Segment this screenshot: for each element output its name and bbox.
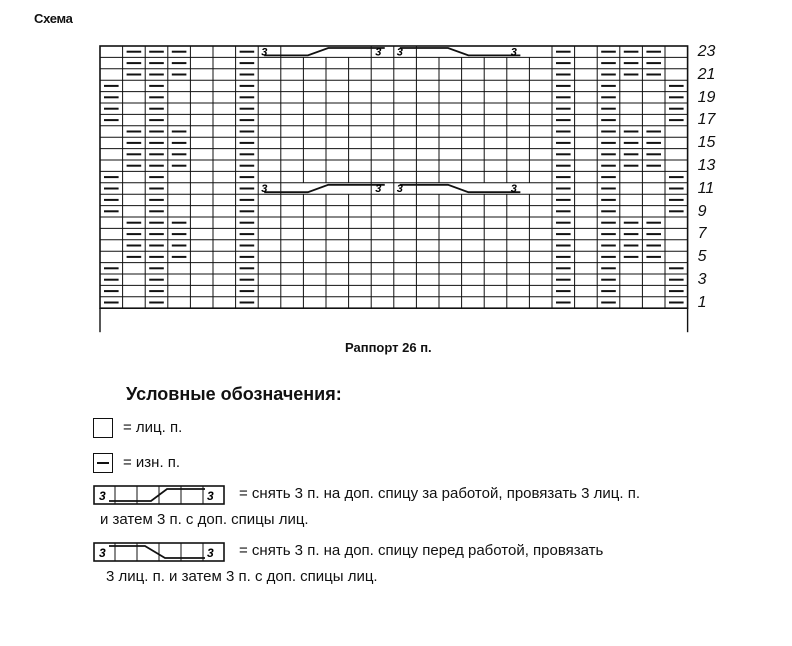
row-number: 7 <box>697 225 707 243</box>
purl-mark <box>601 62 616 64</box>
purl-mark <box>172 62 187 64</box>
purl-mark <box>556 153 571 155</box>
purl-mark <box>669 302 684 304</box>
purl-mark <box>556 199 571 201</box>
purl-mark <box>669 119 684 121</box>
purl-mark <box>104 96 119 98</box>
purl-mark <box>149 142 164 144</box>
purl-mark <box>104 199 119 201</box>
cable-number: 3 <box>375 46 382 59</box>
purl-mark <box>601 131 616 133</box>
purl-mark <box>556 62 571 64</box>
purl-mark <box>601 245 616 247</box>
row-number: 19 <box>697 88 716 106</box>
purl-mark <box>556 245 571 247</box>
purl-mark <box>104 188 119 190</box>
purl-mark <box>669 108 684 110</box>
purl-mark <box>601 199 616 201</box>
purl-mark <box>556 165 571 167</box>
purl-mark <box>172 153 187 155</box>
purl-mark <box>556 51 571 53</box>
purl-mark <box>127 222 142 224</box>
purl-mark <box>240 233 255 235</box>
purl-mark <box>104 302 119 304</box>
purl-mark <box>646 131 661 133</box>
purl-mark <box>172 51 187 53</box>
purl-mark <box>240 142 255 144</box>
purl-mark <box>556 131 571 133</box>
row-number: 21 <box>697 65 716 83</box>
purl-mark <box>149 210 164 212</box>
purl-mark <box>127 153 142 155</box>
purl-mark <box>149 153 164 155</box>
purl-mark <box>149 85 164 87</box>
purl-mark <box>240 85 255 87</box>
purl-mark <box>240 51 255 53</box>
purl-mark <box>646 222 661 224</box>
repeat-label: Раппорт 26 п. <box>345 340 432 355</box>
purl-mark <box>556 290 571 292</box>
purl-mark <box>104 279 119 281</box>
purl-mark <box>240 188 255 190</box>
purl-mark <box>127 74 142 76</box>
cable-number: 3 <box>396 183 403 196</box>
purl-mark <box>172 74 187 76</box>
knit-symbol <box>93 418 113 438</box>
purl-mark <box>601 233 616 235</box>
purl-mark <box>646 62 661 64</box>
cable-front-description: = снять 3 п. на доп. спицу перед работой, провязать <box>239 542 604 559</box>
purl-mark <box>601 188 616 190</box>
purl-mark <box>172 165 187 167</box>
purl-mark <box>601 108 616 110</box>
row-number: 11 <box>697 179 715 197</box>
purl-mark <box>104 119 119 121</box>
purl-mark <box>646 51 661 53</box>
purl-mark <box>556 210 571 212</box>
purl-mark <box>149 256 164 258</box>
purl-mark <box>240 176 255 178</box>
purl-mark <box>104 210 119 212</box>
purl-mark <box>240 119 255 121</box>
cable-back-label-right: 3 <box>207 489 214 503</box>
purl-mark <box>149 267 164 269</box>
purl-mark <box>601 302 616 304</box>
purl-mark <box>149 290 164 292</box>
purl-mark <box>646 245 661 247</box>
purl-mark <box>240 210 255 212</box>
purl-mark <box>556 222 571 224</box>
purl-mark <box>172 245 187 247</box>
purl-mark <box>601 176 616 178</box>
purl-mark <box>624 256 639 258</box>
purl-mark <box>240 302 255 304</box>
purl-mark <box>240 267 255 269</box>
cable-back-label-left: 3 <box>99 489 106 503</box>
purl-mark <box>646 74 661 76</box>
cable-number: 3 <box>261 46 268 59</box>
purl-mark <box>624 222 639 224</box>
purl-mark <box>646 256 661 258</box>
row-number: 5 <box>697 248 707 266</box>
purl-mark <box>149 176 164 178</box>
cable-back-description: = снять 3 п. на доп. спицу за работой, провязать 3 лиц. п. <box>239 485 641 502</box>
cable-front-label-left: 3 <box>99 546 106 560</box>
purl-mark <box>240 165 255 167</box>
cable-number: 3 <box>261 183 268 196</box>
purl-mark <box>601 142 616 144</box>
purl-mark <box>556 188 571 190</box>
purl-mark <box>556 279 571 281</box>
purl-mark <box>127 62 142 64</box>
purl-mark <box>127 233 142 235</box>
cable-number: 3 <box>375 183 382 196</box>
cable-front-description-cont: 3 лиц. п. и затем 3 п. с доп. спицы лиц. <box>106 568 378 585</box>
purl-mark <box>624 165 639 167</box>
purl-mark <box>149 96 164 98</box>
purl-mark <box>601 267 616 269</box>
purl-mark <box>149 199 164 201</box>
purl-mark <box>104 85 119 87</box>
purl-mark <box>669 85 684 87</box>
row-number: 23 <box>697 43 716 60</box>
row-number: 9 <box>697 202 707 220</box>
purl-mark <box>556 233 571 235</box>
purl-mark <box>601 51 616 53</box>
purl-mark <box>104 267 119 269</box>
purl-mark <box>149 165 164 167</box>
purl-mark <box>669 290 684 292</box>
purl-mark <box>669 267 684 269</box>
purl-mark <box>669 199 684 201</box>
purl-description: = изн. п. <box>123 454 181 471</box>
purl-mark <box>149 108 164 110</box>
purl-mark <box>149 279 164 281</box>
purl-mark <box>601 85 616 87</box>
purl-mark <box>601 119 616 121</box>
purl-mark <box>104 290 119 292</box>
purl-mark <box>556 256 571 258</box>
purl-mark <box>149 74 164 76</box>
purl-mark <box>556 108 571 110</box>
purl-mark <box>172 222 187 224</box>
purl-mark <box>556 119 571 121</box>
purl-mark <box>149 222 164 224</box>
purl-mark <box>624 51 639 53</box>
purl-mark <box>149 245 164 247</box>
purl-mark <box>172 131 187 133</box>
purl-mark <box>646 142 661 144</box>
purl-mark <box>127 256 142 258</box>
purl-mark <box>149 131 164 133</box>
purl-mark <box>127 165 142 167</box>
purl-mark <box>104 108 119 110</box>
purl-mark <box>601 279 616 281</box>
purl-mark <box>149 233 164 235</box>
purl-mark <box>624 131 639 133</box>
purl-mark <box>240 153 255 155</box>
purl-symbol <box>93 453 113 473</box>
purl-mark <box>601 74 616 76</box>
row-number: 3 <box>697 271 707 288</box>
row-number: 15 <box>697 134 716 152</box>
purl-mark <box>556 142 571 144</box>
cable-number: 3 <box>510 46 517 59</box>
purl-mark <box>149 119 164 121</box>
purl-mark <box>240 279 255 281</box>
purl-mark <box>624 62 639 64</box>
row-number: 17 <box>697 111 716 129</box>
purl-mark <box>669 96 684 98</box>
purl-mark <box>601 210 616 212</box>
row-number: 13 <box>697 157 716 174</box>
purl-mark <box>149 302 164 304</box>
cable-back-symbol <box>93 485 225 505</box>
cable-front-label-right: 3 <box>207 546 214 560</box>
purl-mark <box>669 210 684 212</box>
purl-mark <box>240 290 255 292</box>
cable-back-description-cont: и затем 3 п. с доп. спицы лиц. <box>100 511 309 528</box>
purl-mark <box>240 131 255 133</box>
purl-mark <box>172 142 187 144</box>
purl-mark <box>624 245 639 247</box>
purl-mark <box>601 153 616 155</box>
purl-mark <box>556 96 571 98</box>
cable-number: 3 <box>510 183 517 196</box>
purl-mark <box>240 62 255 64</box>
purl-mark <box>601 290 616 292</box>
purl-mark <box>556 302 571 304</box>
purl-mark <box>556 176 571 178</box>
purl-mark <box>601 96 616 98</box>
purl-mark <box>240 222 255 224</box>
legend-title: Условные обозначения: <box>126 384 342 404</box>
purl-mark <box>172 233 187 235</box>
purl-mark <box>149 188 164 190</box>
purl-mark <box>624 74 639 76</box>
purl-mark <box>624 142 639 144</box>
purl-mark <box>669 279 684 281</box>
purl-mark <box>601 165 616 167</box>
purl-mark <box>172 256 187 258</box>
page-title: Схема <box>34 11 73 26</box>
purl-mark <box>149 62 164 64</box>
purl-mark <box>669 176 684 178</box>
purl-mark <box>104 176 119 178</box>
purl-mark <box>127 142 142 144</box>
purl-mark <box>646 153 661 155</box>
knitting-chart <box>96 42 708 352</box>
purl-mark <box>601 256 616 258</box>
purl-mark <box>624 153 639 155</box>
purl-mark <box>556 74 571 76</box>
purl-mark <box>240 74 255 76</box>
cable-number: 3 <box>396 46 403 59</box>
purl-mark <box>669 188 684 190</box>
purl-mark <box>127 131 142 133</box>
purl-mark <box>240 256 255 258</box>
cable-front-symbol <box>93 542 225 562</box>
purl-mark <box>556 267 571 269</box>
purl-mark <box>240 108 255 110</box>
row-number: 1 <box>697 293 707 311</box>
knit-description: = лиц. п. <box>123 419 183 436</box>
purl-mark <box>127 51 142 53</box>
purl-mark <box>149 51 164 53</box>
purl-mark <box>646 165 661 167</box>
purl-mark <box>556 85 571 87</box>
purl-mark <box>624 233 639 235</box>
purl-mark <box>601 222 616 224</box>
purl-mark <box>240 199 255 201</box>
purl-mark <box>127 245 142 247</box>
purl-mark <box>646 233 661 235</box>
purl-mark <box>240 245 255 247</box>
purl-mark <box>240 96 255 98</box>
